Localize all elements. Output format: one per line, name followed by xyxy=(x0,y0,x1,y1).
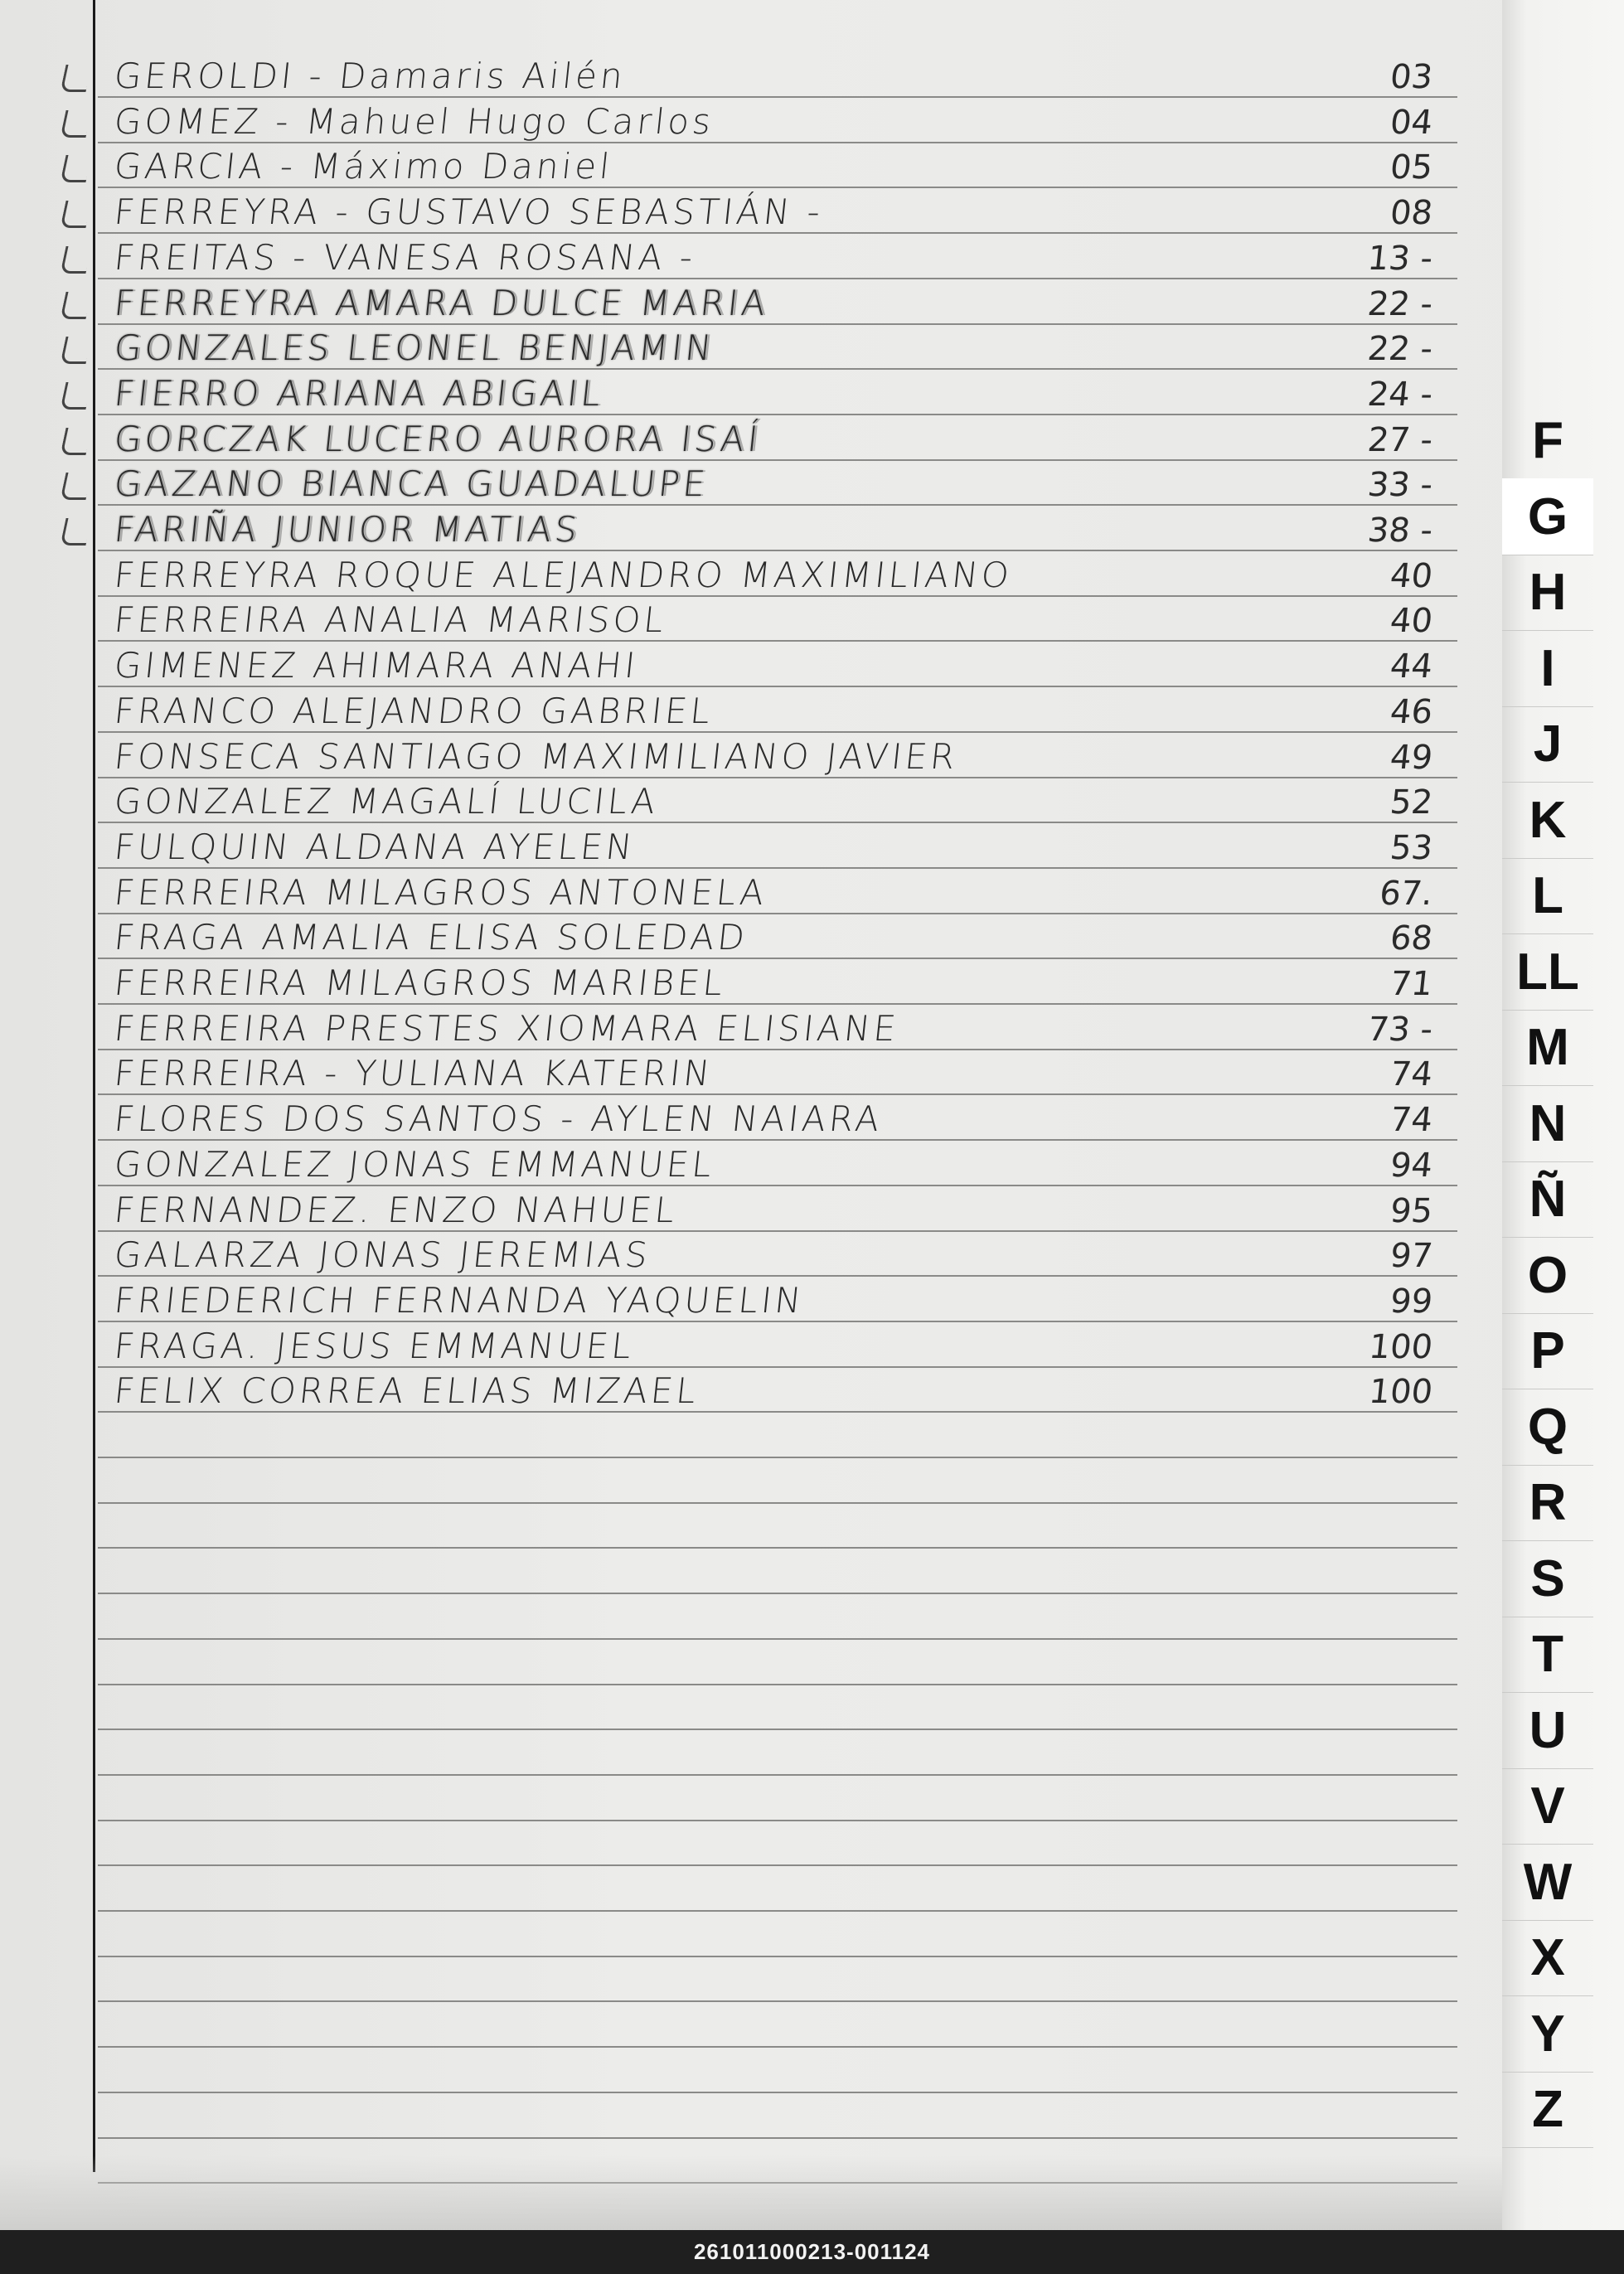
entry-number: 08 xyxy=(1388,194,1435,232)
list-entry xyxy=(98,507,1457,551)
ruled-line xyxy=(98,1593,1457,1594)
entry-number: 74 xyxy=(1388,1101,1435,1139)
ruled-line xyxy=(98,1502,1457,1504)
check-mark-icon xyxy=(60,428,91,455)
list-entry xyxy=(98,1050,1457,1095)
index-tab-o[interactable]: O xyxy=(1502,1237,1593,1314)
ruled-line xyxy=(98,1864,1457,1866)
list-entry xyxy=(98,778,1457,823)
entry-name: GONZALEZ MAGALÍ LUCILA xyxy=(112,781,661,822)
ruled-line xyxy=(98,1684,1457,1685)
entry-number: 73 - xyxy=(1365,1011,1435,1049)
margin-line xyxy=(93,0,95,2172)
ruled-line xyxy=(98,1457,1457,1458)
check-mark-icon xyxy=(60,65,91,92)
entry-name: FRIEDERICH FERNANDA YAQUELIN xyxy=(112,1280,807,1321)
entry-number: 13 - xyxy=(1365,240,1435,278)
alphabet-index-tabs xyxy=(1502,0,1624,2230)
entry-number: 52 xyxy=(1388,783,1435,822)
list-entry xyxy=(98,280,1457,325)
ruled-line xyxy=(98,2000,1457,2002)
entry-name: FERREYRA - GUSTAVO SEBASTIÁN - xyxy=(112,192,826,232)
index-tab-x[interactable]: X xyxy=(1502,1919,1593,1996)
entry-number: 100 xyxy=(1367,1373,1435,1411)
entry-number: 40 xyxy=(1388,557,1435,595)
entry-name: FERREIRA MILAGROS ANTONELA xyxy=(112,872,769,913)
entry-number: 74 xyxy=(1388,1055,1435,1093)
ruled-line xyxy=(98,1547,1457,1549)
entry-number: 67. xyxy=(1377,875,1435,913)
list-entry xyxy=(98,1232,1457,1277)
footer-bar xyxy=(0,2230,1624,2274)
entry-name: FREITAS - VANESA ROSANA - xyxy=(112,237,698,278)
entry-name: FONSECA SANTIAGO MAXIMILIANO JAVIER xyxy=(112,736,961,777)
entry-number: 33 - xyxy=(1365,466,1435,504)
entry-name: FULQUIN ALDANA AYELEN xyxy=(112,827,637,867)
entry-number: 22 - xyxy=(1365,330,1435,368)
list-entry xyxy=(98,552,1457,597)
entry-name: FERREIRA PRESTES XIOMARA ELISIANE xyxy=(112,1008,901,1049)
entry-name: FARIÑA JUNIOR MATIAS xyxy=(112,509,583,550)
entry-number: 38 - xyxy=(1365,512,1435,550)
entry-name: FLORES DOS SANTOS - AYLEN NAIARA xyxy=(112,1098,885,1139)
entry-number: 24 - xyxy=(1365,376,1435,414)
check-mark-icon xyxy=(60,155,91,182)
entry-name: GARCIA - Máximo Daniel xyxy=(112,146,615,187)
entry-name: GAZANO BIANCA GUADALUPE xyxy=(112,463,710,504)
list-entry xyxy=(98,1278,1457,1322)
ruled-line xyxy=(98,1638,1457,1640)
list-entry xyxy=(98,143,1457,188)
entry-name: FRAGA AMALIA ELISA SOLEDAD xyxy=(112,917,750,958)
index-tab-v[interactable]: V xyxy=(1502,1767,1593,1845)
entry-number: 95 xyxy=(1388,1192,1435,1230)
index-tab-j[interactable]: J xyxy=(1502,705,1593,783)
list-entry xyxy=(98,325,1457,370)
list-entry xyxy=(98,1142,1457,1186)
entry-number: 03 xyxy=(1388,58,1435,96)
ruled-line xyxy=(98,2092,1457,2093)
list-entry xyxy=(98,53,1457,98)
entry-name: FERREYRA AMARA DULCE MARIA xyxy=(112,283,771,323)
entry-name: GONZALES LEONEL BENJAMIN xyxy=(112,327,717,368)
list-entry xyxy=(98,960,1457,1005)
check-mark-icon xyxy=(60,110,91,138)
check-mark-icon xyxy=(60,473,91,500)
index-tab-z[interactable]: Z xyxy=(1502,2071,1593,2148)
list-entry xyxy=(98,734,1457,778)
ruled-line xyxy=(98,2046,1457,2048)
ruled-line xyxy=(98,1774,1457,1776)
ruled-line xyxy=(98,1956,1457,1957)
entry-name: GOMEZ - Mahuel Hugo Carlos xyxy=(112,101,716,142)
entry-name: FRAGA. JESUS EMMANUEL xyxy=(112,1326,637,1366)
check-mark-icon xyxy=(60,292,91,319)
entry-name: GIMENEZ AHIMARA ANAHI xyxy=(112,645,641,686)
index-tab-y[interactable]: Y xyxy=(1502,1995,1593,2073)
document-id: 261011000213-001124 xyxy=(693,2239,931,2264)
index-tab-n[interactable]: N xyxy=(1502,1085,1593,1162)
entry-number: 100 xyxy=(1367,1328,1435,1366)
entry-name: GORCZAK LUCERO AURORA ISAÍ xyxy=(112,419,764,459)
list-entry xyxy=(98,870,1457,914)
check-mark-icon xyxy=(60,201,91,228)
entry-name: FERREIRA ANALIA MARISOL xyxy=(112,599,669,640)
index-tab-i[interactable]: I xyxy=(1502,630,1593,707)
list-entry xyxy=(98,642,1457,687)
list-entry xyxy=(98,189,1457,234)
entry-number: 27 - xyxy=(1365,421,1435,459)
entry-name: FERREIRA MILAGROS MARIBEL xyxy=(112,962,728,1003)
index-tab-m[interactable]: M xyxy=(1502,1009,1593,1086)
entry-name: GALARZA JONAS JEREMIAS xyxy=(112,1234,653,1275)
index-tab-s[interactable]: S xyxy=(1502,1540,1593,1617)
index-tab-h[interactable]: H xyxy=(1502,554,1593,631)
index-tab-u[interactable]: U xyxy=(1502,1692,1593,1769)
check-mark-icon xyxy=(60,337,91,364)
entry-number: 05 xyxy=(1388,148,1435,187)
entry-number: 71 xyxy=(1388,965,1435,1003)
entry-number: 94 xyxy=(1388,1147,1435,1185)
list-entry xyxy=(98,235,1457,279)
list-entry xyxy=(98,914,1457,959)
ruled-line xyxy=(98,1910,1457,1912)
list-entry xyxy=(98,824,1457,869)
page-edge-shadow xyxy=(0,2155,1624,2230)
entry-number: 46 xyxy=(1388,693,1435,731)
check-mark-icon xyxy=(60,382,91,410)
index-tab-q[interactable]: Q xyxy=(1502,1389,1593,1466)
entry-name: GONZALEZ JONAS EMMANUEL xyxy=(112,1144,717,1185)
ruled-line xyxy=(98,1820,1457,1821)
index-tab-ñ[interactable]: Ñ xyxy=(1502,1161,1593,1238)
list-entry xyxy=(98,371,1457,415)
entry-number: 97 xyxy=(1388,1237,1435,1275)
entry-name: FIERRO ARIANA ABIGAIL xyxy=(112,373,606,414)
index-tab-t[interactable]: T xyxy=(1502,1616,1593,1693)
ruled-lines-area xyxy=(98,0,1457,2189)
index-tab-w[interactable]: W xyxy=(1502,1844,1593,1921)
list-entry xyxy=(98,416,1457,461)
entry-number: 68 xyxy=(1388,919,1435,958)
index-tab-p[interactable]: P xyxy=(1502,1312,1593,1389)
list-entry xyxy=(98,1096,1457,1141)
index-tab-l[interactable]: L xyxy=(1502,857,1593,934)
entry-name: FERREIRA - YULIANA KATERIN xyxy=(112,1053,715,1093)
list-entry xyxy=(98,1006,1457,1050)
entry-number: 53 xyxy=(1388,829,1435,867)
entry-name: FERNANDEZ. ENZO NAHUEL xyxy=(112,1190,680,1230)
check-mark-icon xyxy=(60,518,91,545)
entry-name: FRANCO ALEJANDRO GABRIEL xyxy=(112,691,715,731)
entry-name: FERREYRA ROQUE ALEJANDRO MAXIMILIANO xyxy=(112,555,1015,595)
ruled-line xyxy=(98,1729,1457,1730)
list-entry xyxy=(98,1187,1457,1232)
index-tab-r[interactable]: R xyxy=(1502,1464,1593,1541)
list-entry xyxy=(98,688,1457,733)
list-entry xyxy=(98,1368,1457,1413)
entry-name: FELIX CORREA ELIAS MIZAEL xyxy=(112,1370,701,1411)
ruled-line xyxy=(98,2137,1457,2139)
list-entry xyxy=(98,597,1457,642)
entry-number: 22 - xyxy=(1365,285,1435,323)
entry-number: 99 xyxy=(1388,1282,1435,1321)
entry-name: GEROLDI - Damaris Ailén xyxy=(112,56,628,96)
list-entry xyxy=(98,461,1457,506)
check-mark-icon xyxy=(60,246,91,274)
list-entry xyxy=(98,99,1457,143)
index-tab-ll[interactable]: LL xyxy=(1502,933,1593,1011)
index-tab-g[interactable]: G xyxy=(1502,478,1593,555)
index-tab-k[interactable]: K xyxy=(1502,782,1593,859)
entry-number: 49 xyxy=(1388,739,1435,777)
list-entry xyxy=(98,1323,1457,1368)
entry-number: 44 xyxy=(1388,647,1435,686)
entry-number: 04 xyxy=(1388,104,1435,142)
index-tab-f[interactable]: F xyxy=(1502,402,1593,479)
entry-number: 40 xyxy=(1388,602,1435,640)
